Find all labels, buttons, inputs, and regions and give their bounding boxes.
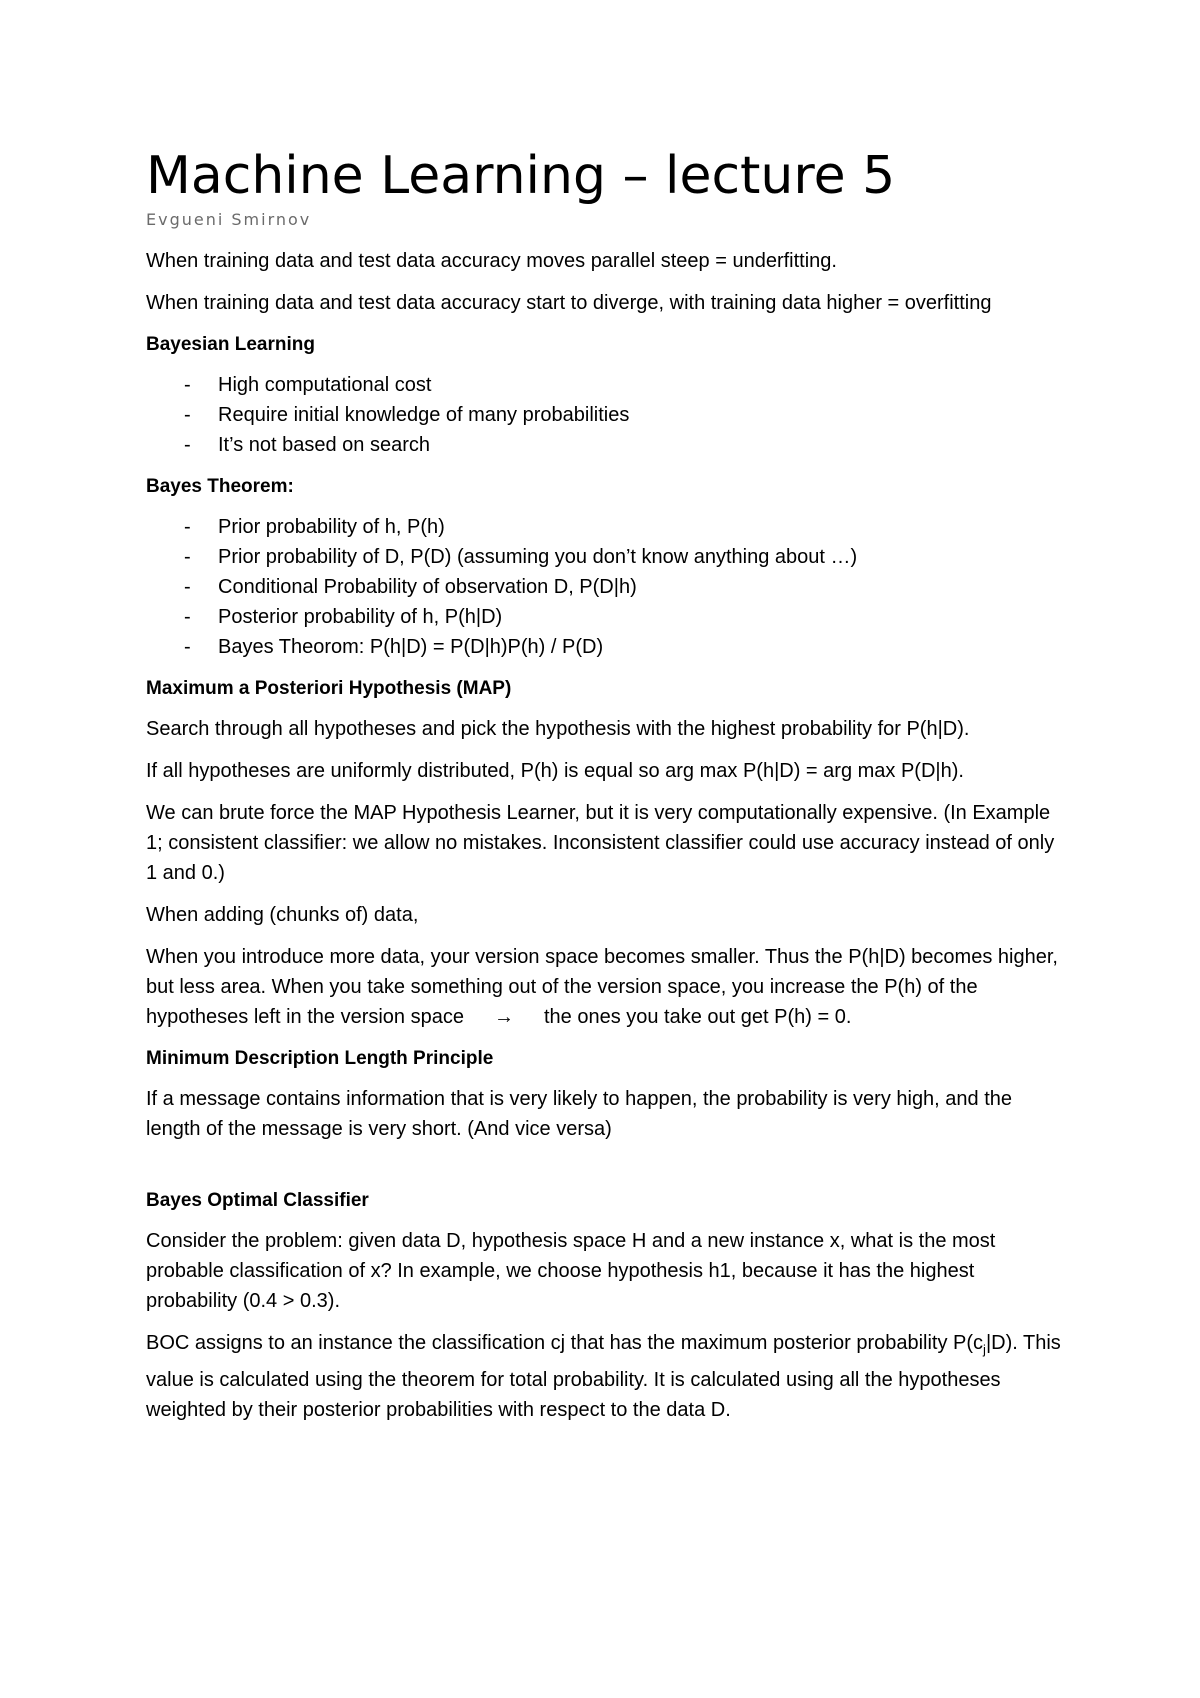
bayes-theorem-list (146, 512, 1066, 662)
map-paragraph: We can brute force the MAP Hypothesis Learner, but it is very computationally expensive. (In Example 1; consistent classifier: we allow no mistakes. Inconsistent classifier could use accuracy instead of only 1 and 0.) (146, 802, 1055, 884)
intro-paragraph-underfitting: When training data and test data accuracy moves parallel steep = underfitting. (146, 250, 837, 272)
version-space-text: When you introduce more data, your version space becomes smaller. Thus the P(h|D) becomes higher, but less area. When you take something out of the version space, you increase the P(h) of the hypotheses left in the version space (146, 946, 1058, 1028)
map-paragraph: If all hypotheses are uniformly distributed, P(h) is equal so arg max P(h|D) = arg max P(D|h). (146, 760, 964, 782)
heading-bayesian-learning: Bayesian Learning (146, 334, 315, 355)
heading-bayes-theorem: Bayes Theorem: (146, 476, 294, 497)
list-item: - It’s not based on search (146, 430, 1066, 460)
map-paragraph: When adding (chunks of) data, (146, 904, 419, 926)
document-page (146, 142, 1066, 1437)
list-item: - Prior probability of D, P(D) (assuming you don’t know anything about …) (146, 542, 1066, 572)
list-item: - Require initial knowledge of many probabilities (146, 400, 1066, 430)
list-item: - High computational cost (146, 370, 1066, 400)
list-item: - Bayes Theorom: P(h|D) = P(D|h)P(h) / P(D) (146, 632, 1066, 662)
mdl-paragraph: If a message contains information that is very likely to happen, the probability is very high, and the length of the message is very short. (And vice versa) (146, 1088, 1013, 1140)
list-item: - Conditional Probability of observation D, P(D|h) (146, 572, 1066, 602)
boc-paragraph: Consider the problem: given data D, hypothesis space H and a new instance x, what is the most probable classification of x? In example, we choose hypothesis h1, because it has the highest probability (0.4 > 0.3). (146, 1230, 996, 1312)
version-space-tail: the ones you take out get P(h) = 0. (543, 1006, 852, 1028)
subscript-j: j (983, 1342, 986, 1357)
author-name: Evgueni Smirnov (146, 210, 312, 229)
list-item: - Prior probability of h, P(h) (146, 512, 1066, 542)
boc-paragraph-2 (146, 1328, 1066, 1425)
arrow-right-icon: → (493, 1006, 514, 1028)
heading-boc: Bayes Optimal Classifier (146, 1190, 369, 1211)
map-paragraph: Search through all hypotheses and pick the hypothesis with the highest probability for P(h|D). (146, 718, 970, 740)
version-space-paragraph (146, 942, 1066, 1032)
spacer (146, 1156, 1066, 1186)
heading-map: Maximum a Posteriori Hypothesis (MAP) (146, 678, 512, 699)
heading-mdl: Minimum Description Length Principle (146, 1048, 494, 1069)
boc-text-b: |D). This value is calculated using the theorem for total probability. It is calculated using all the hypotheses weighted by their posterior probabilities with respect to the data D. (146, 1332, 1061, 1421)
list-item: - Posterior probability of h, P(h|D) (146, 602, 1066, 632)
intro-paragraph-overfitting: When training data and test data accuracy start to diverge, with training data higher = overfitting (146, 292, 992, 314)
bayesian-learning-list (146, 370, 1066, 460)
page-title: Machine Learning – lecture 5 (146, 146, 896, 206)
boc-text-a: BOC assigns to an instance the classification cj that has the maximum posterior probability P(c (146, 1332, 984, 1354)
